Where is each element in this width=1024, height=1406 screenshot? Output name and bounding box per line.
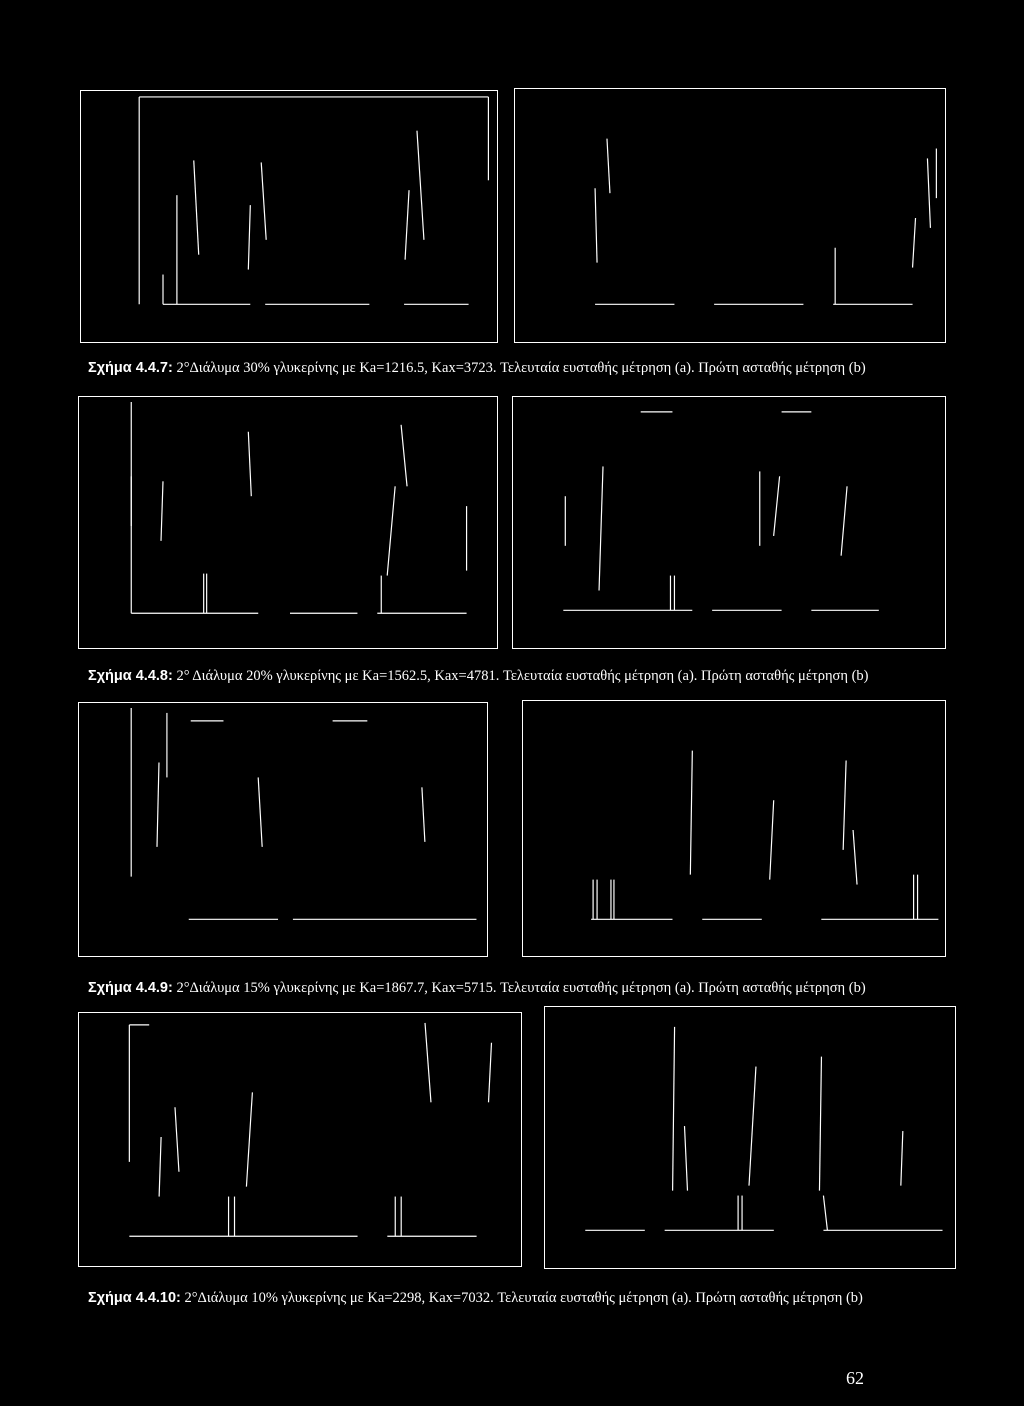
figure-text: 2° Διάλυμα 20% γλυκερίνης με Ka=1562.5, Kax=4781. Τελευταία ευσταθής μέτρηση (a). Πρώτη ασταθής μέτρηση (b) (172, 668, 869, 684)
figure-caption (88, 360, 988, 377)
figure-4-4-10-panel-a (78, 1012, 522, 1267)
figure-label: Σχήμα 4.4.9: (88, 980, 173, 996)
figure-caption (88, 980, 988, 997)
figure-4-4-10-panel-b (544, 1006, 956, 1269)
figure-4-4-7-panel-b (514, 88, 946, 343)
waveform-plot (81, 91, 497, 342)
figure-4-4-8-panel-a (78, 396, 498, 649)
waveform-plot (545, 1007, 955, 1268)
figure-text: 2°Διάλυμα 15% γλυκερίνης με Ka=1867.7, Kax=5715. Τελευταία ευσταθής μέτρηση (a). Πρώτη ασταθής μέτρηση (b) (172, 980, 866, 996)
waveform-plot (79, 703, 487, 956)
waveform-plot (79, 397, 497, 648)
figure-label: Σχήμα 4.4.10: (88, 1290, 181, 1306)
figure-label: Σχήμα 4.4.7: (88, 360, 173, 376)
figure-label: Σχήμα 4.4.8: (88, 668, 173, 684)
figure-4-4-7-panel-a (80, 90, 498, 343)
figure-text: 2°Διάλυμα 10% γλυκερίνης με Ka=2298, Kax=7032. Τελευταία ευσταθής μέτρηση (a). Πρώτη ασταθής μέτρηση (b) (180, 1290, 863, 1306)
page-number: 62 (846, 1368, 864, 1388)
figure-text: 2°Διάλυμα 30% γλυκερίνης με Ka=1216.5, Kax=3723. Τελευταία ευσταθής μέτρηση (a). Πρώτη ασταθής μέτρηση (b) (172, 360, 866, 376)
figure-4-4-9-panel-a (78, 702, 488, 957)
figure-caption (88, 1290, 988, 1307)
waveform-plot (79, 1013, 521, 1266)
waveform-plot (515, 89, 945, 342)
figure-caption (88, 668, 988, 685)
waveform-plot (523, 701, 945, 956)
waveform-plot (513, 397, 945, 648)
figure-4-4-8-panel-b (512, 396, 946, 649)
figure-4-4-9-panel-b (522, 700, 946, 957)
